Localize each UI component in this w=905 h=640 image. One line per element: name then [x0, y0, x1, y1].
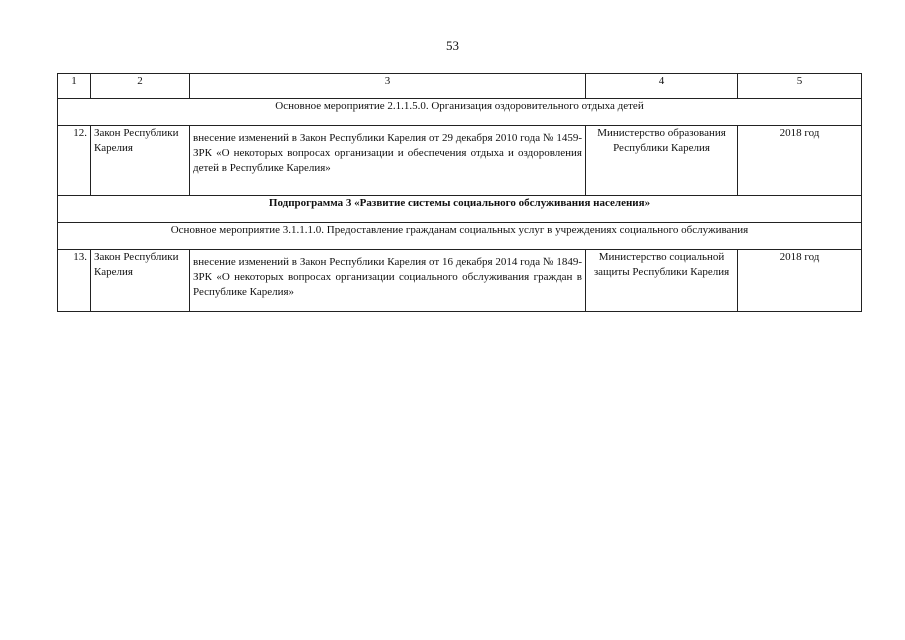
row-12-content: внесение изменений в Закон Республики Карелия от 29 декабря 2010 года № 1459-ЗРК «О некоторых вопросах организации и обеспечения отдыха и оздоровления детей в Республике Карелия» [190, 126, 586, 196]
row-13-act-type: Закон Республики Карелия [91, 250, 190, 312]
column-number-5: 5 [738, 74, 862, 99]
row-12-act-type: Закон Республики Карелия [91, 126, 190, 196]
row-12-ministry: Министерство образования Республики Карелия [586, 126, 738, 196]
subprogram-3-title: Подпрограмма 3 «Развитие системы социального обслуживания населения» [58, 196, 862, 223]
table-row-12 [58, 126, 862, 196]
section-row [58, 223, 862, 250]
row-13-number: 13. [58, 250, 91, 312]
row-13-content: внесение изменений в Закон Республики Карелия от 16 декабря 2014 года № 1849-ЗРК «О некоторых вопросах организации социального обслуживания граждан в Республике Карелия» [190, 250, 586, 312]
column-number-4: 4 [586, 74, 738, 99]
row-13-ministry: Министерство социальной защиты Республики Карелия [586, 250, 738, 312]
row-13-year: 2018 год [738, 250, 862, 312]
section-row [58, 99, 862, 126]
subprogram-row [58, 196, 862, 223]
column-number-3: 3 [190, 74, 586, 99]
section-title-3-1-1-1-0: Основное мероприятие 3.1.1.1.0. Предоставление гражданам социальных услуг в учреждениях социального обслуживания [58, 223, 862, 250]
column-number-2: 2 [91, 74, 190, 99]
row-12-year: 2018 год [738, 126, 862, 196]
section-title-2-1-1-5-0: Основное мероприятие 2.1.1.5.0. Организация оздоровительного отдыха детей [58, 99, 862, 126]
page-number: 53 [446, 38, 459, 53]
row-12-number: 12. [58, 126, 91, 196]
column-number-row [58, 74, 862, 99]
legislation-table [57, 73, 862, 312]
column-number-1: 1 [58, 74, 91, 99]
table-row-13 [58, 250, 862, 312]
